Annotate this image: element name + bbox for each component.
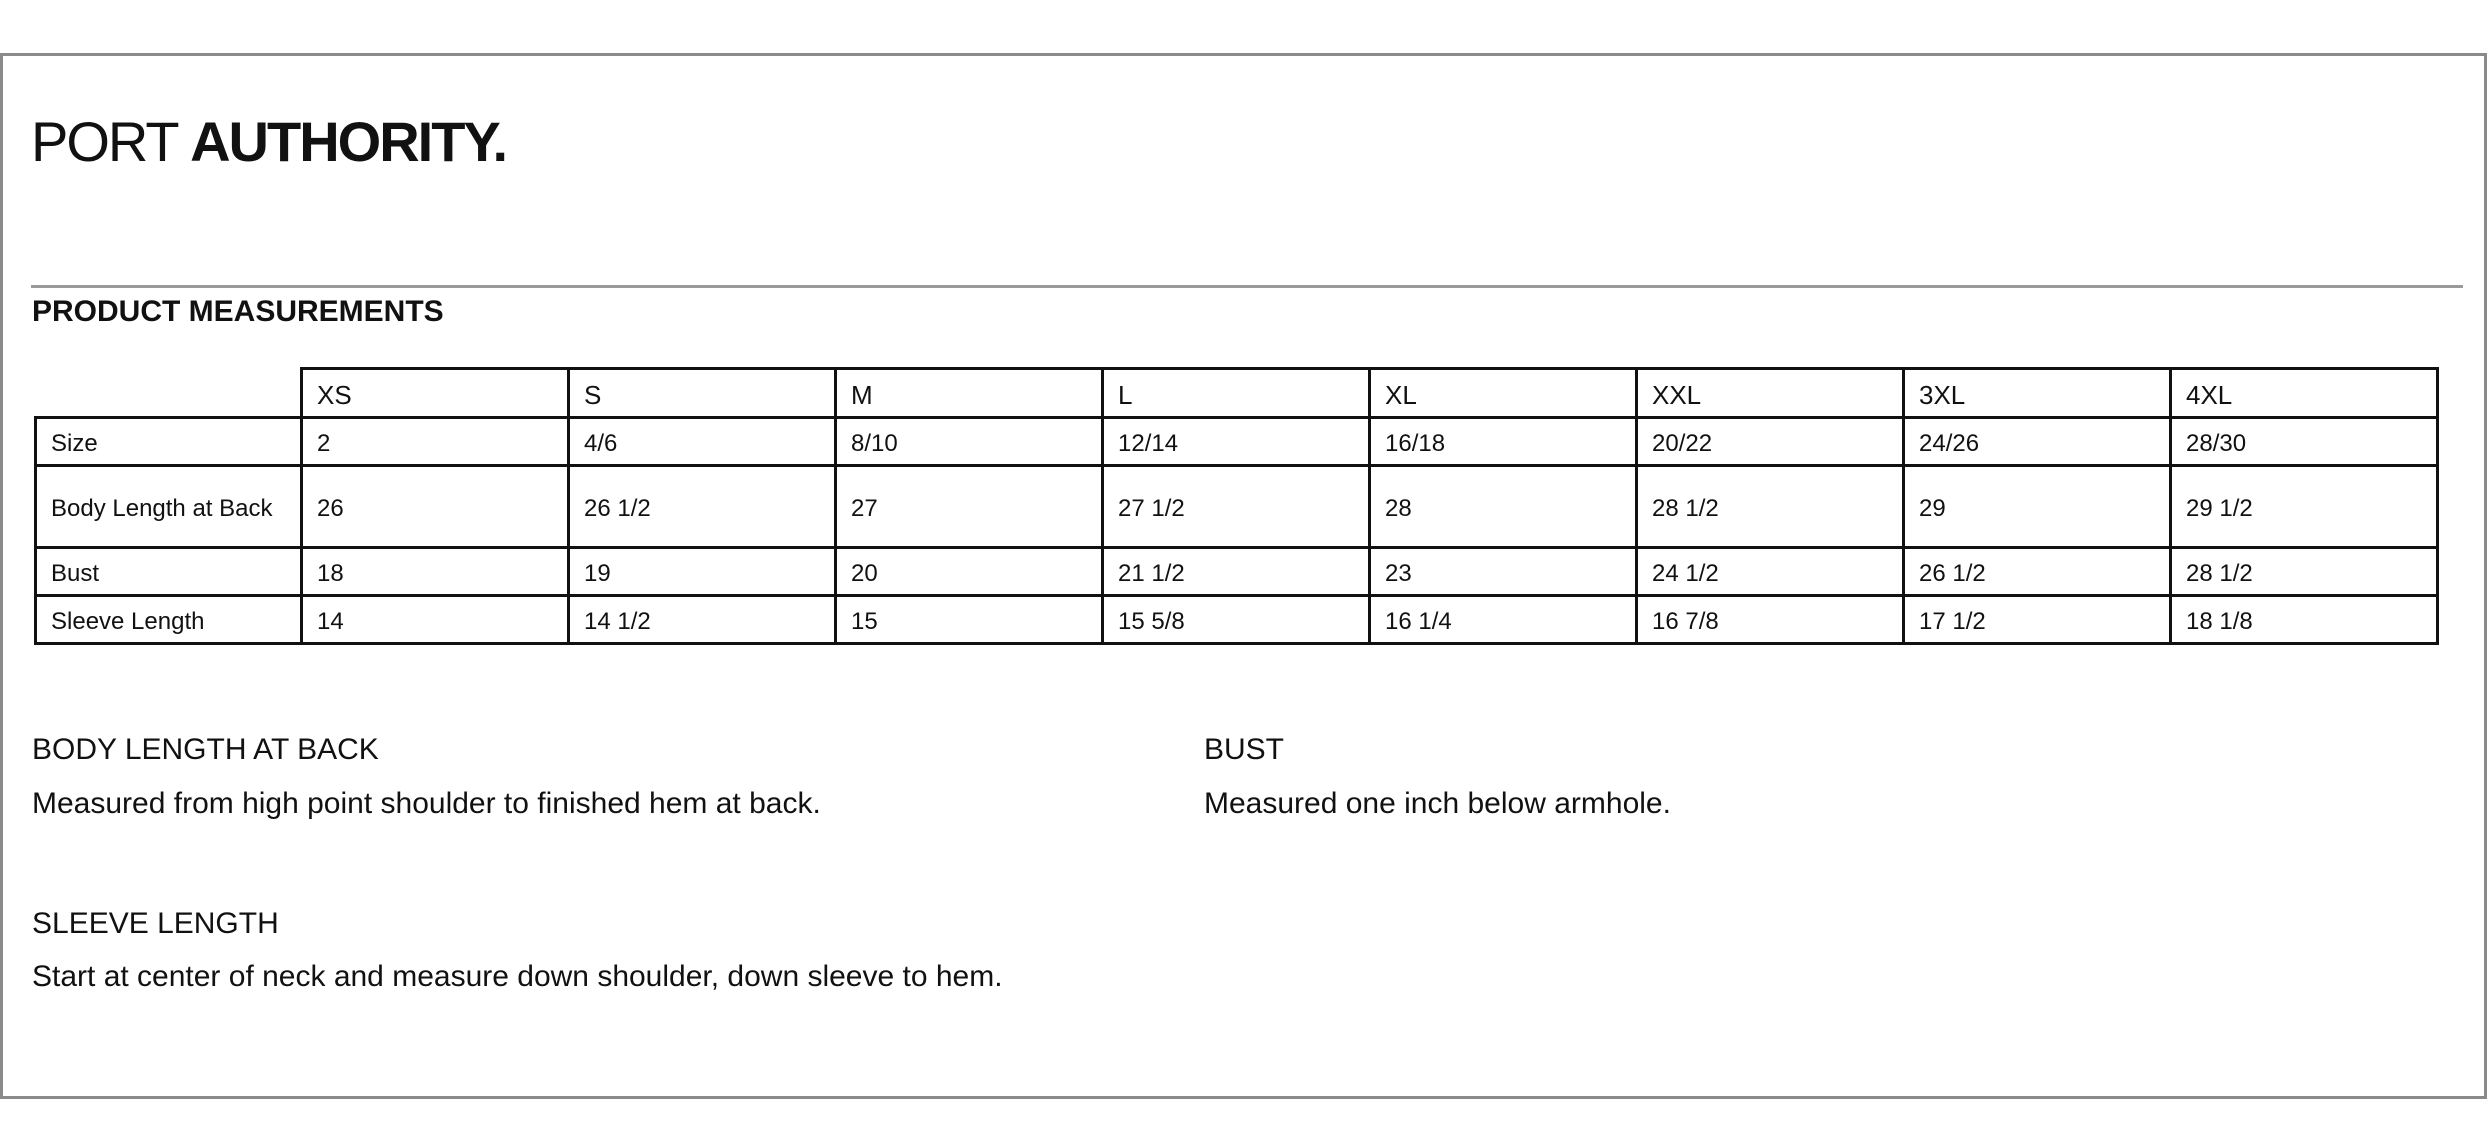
table-cell: 20/22 — [1637, 418, 1904, 466]
table-cell: 17 1/2 — [1904, 596, 2171, 644]
table-row-sleeve-length — [36, 596, 2438, 644]
table-cell: 28/30 — [2171, 418, 2438, 466]
size-chart-sheet — [0, 53, 2487, 1099]
column-header-s: S — [569, 369, 836, 418]
sleeve-length-description: Start at center of neck and measure down shoulder, down sleeve to hem. — [32, 960, 1003, 993]
section-title: PRODUCT MEASUREMENTS — [32, 295, 444, 328]
brand-logo-word-authority: AUTHORITY. — [190, 110, 507, 173]
table-cell: 4/6 — [569, 418, 836, 466]
table-cell: 18 1/8 — [2171, 596, 2438, 644]
header-divider — [31, 285, 2463, 288]
table-cell: 28 — [1370, 466, 1637, 548]
table-row-body-length — [36, 466, 2438, 548]
measurements-table — [34, 367, 2439, 645]
table-cell: 26 1/2 — [1904, 548, 2171, 596]
table-row-size — [36, 418, 2438, 466]
column-header-xxl: XXL — [1637, 369, 1904, 418]
row-label: Sleeve Length — [36, 596, 302, 644]
column-header-xl: XL — [1370, 369, 1637, 418]
row-label: Bust — [36, 548, 302, 596]
table-cell: 28 1/2 — [2171, 548, 2438, 596]
table-cell: 26 1/2 — [569, 466, 836, 548]
row-label: Size — [36, 418, 302, 466]
table-cell: 29 — [1904, 466, 2171, 548]
table-cell: 23 — [1370, 548, 1637, 596]
body-length-description: Measured from high point shoulder to finished hem at back. — [32, 787, 821, 820]
column-header-xs: XS — [302, 369, 569, 418]
table-cell: 29 1/2 — [2171, 466, 2438, 548]
table-cell: 16 1/4 — [1370, 596, 1637, 644]
table-cell: 15 — [836, 596, 1103, 644]
table-cell: 28 1/2 — [1637, 466, 1904, 548]
table-cell: 21 1/2 — [1103, 548, 1370, 596]
bust-heading: BUST — [1204, 733, 1285, 766]
column-header-l: L — [1103, 369, 1370, 418]
table-cell: 16/18 — [1370, 418, 1637, 466]
body-length-heading: BODY LENGTH AT BACK — [32, 733, 379, 766]
table-cell: 16 7/8 — [1637, 596, 1904, 644]
table-cell: 18 — [302, 548, 569, 596]
column-header-m: M — [836, 369, 1103, 418]
column-header-4xl: 4XL — [2171, 369, 2438, 418]
table-cell: 26 — [302, 466, 569, 548]
brand-logo-word-port: PORT — [31, 110, 177, 173]
sleeve-length-heading: SLEEVE LENGTH — [32, 907, 279, 940]
table-cell: 24 1/2 — [1637, 548, 1904, 596]
table-cell: 12/14 — [1103, 418, 1370, 466]
table-cell: 24/26 — [1904, 418, 2171, 466]
row-label: Body Length at Back — [36, 466, 302, 548]
table-cell: 19 — [569, 548, 836, 596]
table-cell: 20 — [836, 548, 1103, 596]
column-header-3xl: 3XL — [1904, 369, 2171, 418]
table-cell: 15 5/8 — [1103, 596, 1370, 644]
brand-logo — [31, 110, 507, 173]
table-cell: 8/10 — [836, 418, 1103, 466]
table-cell: 14 1/2 — [569, 596, 836, 644]
table-cell: 27 1/2 — [1103, 466, 1370, 548]
table-cell: 27 — [836, 466, 1103, 548]
table-cell: 2 — [302, 418, 569, 466]
table-corner-cell — [36, 369, 302, 418]
table-header-row — [36, 369, 2438, 418]
table-row-bust — [36, 548, 2438, 596]
table-cell: 14 — [302, 596, 569, 644]
bust-description: Measured one inch below armhole. — [1204, 787, 1671, 820]
